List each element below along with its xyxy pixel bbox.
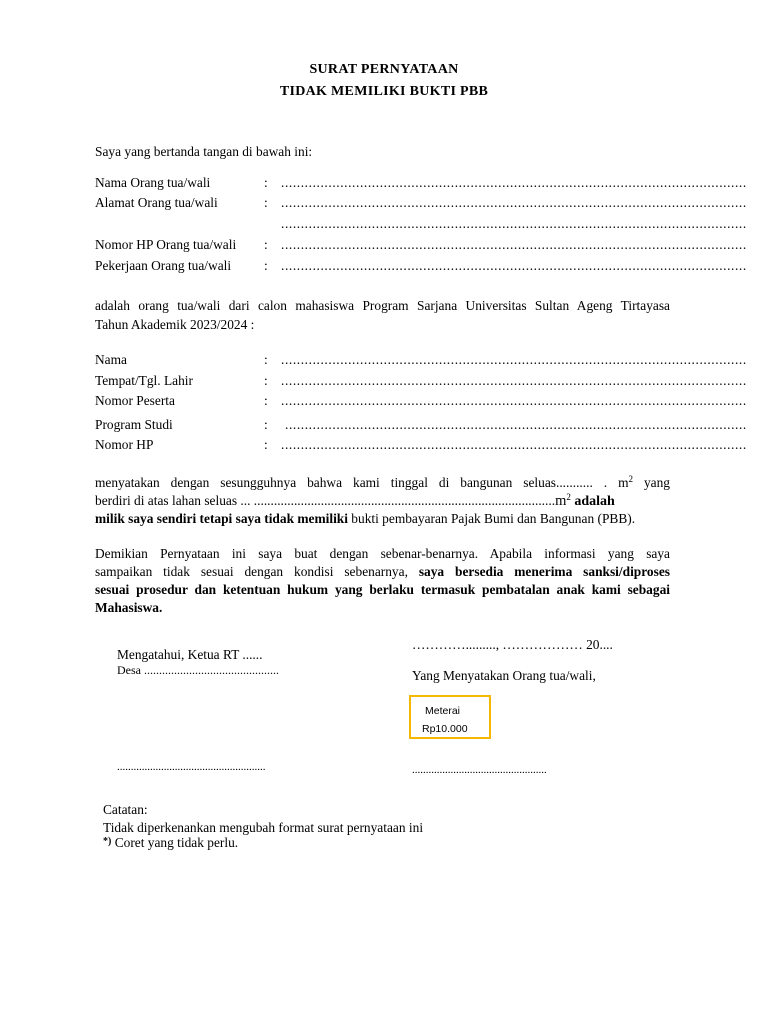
title-line-1: SURAT PERNYATAAN [309, 62, 459, 77]
declarant-signature-line[interactable]: ................................................. [412, 764, 547, 776]
parent-paragraph-line-2: Tahun Akademik 2023/2024 : [95, 317, 255, 332]
notes-text: Coret yang tidak perlu. [111, 835, 239, 850]
place-date-line[interactable]: …………........., ……………… 20.... [412, 637, 613, 652]
field-label: Nomor HP Orang tua/wali [95, 237, 237, 252]
field-colon: : [264, 237, 268, 252]
meterai-stamp-box [409, 695, 491, 739]
superscript: 2 [566, 492, 571, 502]
closing-line-3 [95, 582, 670, 598]
intro-text: Saya yang bertanda tangan di bawah ini: [95, 144, 313, 159]
stamp-value: Rp10.000 [422, 723, 468, 735]
closing-bold: saya bersedia menerima sanksi/diproses [418, 564, 670, 579]
statement-text: berdiri di atas lahan seluas ... .......................................................................................... [95, 493, 556, 508]
field-label: Tempat/Tgl. Lahir [95, 373, 193, 388]
notes-line-1: Tidak diperkenankan mengubah format surat pernyataan ini [103, 820, 424, 835]
field-colon: : [264, 175, 268, 190]
rt-signature-line[interactable]: ...................................................... [117, 761, 266, 773]
field-blank[interactable]: ...................................................................................................................... [281, 437, 747, 452]
field-label: Alamat Orang tua/wali [95, 195, 218, 210]
field-label: Nama Orang tua/wali [95, 175, 211, 190]
stamp-label: Meterai [425, 705, 461, 717]
field-blank[interactable]: ...................................................................................................................... [281, 373, 747, 388]
statement-text: yang [633, 475, 670, 490]
field-colon: : [264, 373, 268, 388]
field-blank[interactable]: ...................................................................................................................... [281, 216, 747, 231]
statement-unit: m [555, 493, 567, 509]
closing-line-2 [95, 564, 670, 580]
field-blank[interactable]: ...................................................................................................................... [281, 258, 747, 273]
closing-bold: Mahasiswa. [95, 600, 163, 615]
field-blank[interactable]: ..................................................................................................................... [285, 417, 747, 432]
village-label: Desa ............................................. [117, 663, 279, 677]
field-label: Program Studi [95, 417, 173, 432]
statement-text: menyatakan dengan sesungguhnya bahwa kami tinggal di bangunan seluas........... . m [95, 475, 629, 490]
statement-line-2 [95, 492, 615, 510]
superscript: 2 [628, 474, 633, 484]
field-label: Pekerjaan Orang tua/wali [95, 258, 232, 273]
field-label: Nomor Peserta [95, 393, 175, 408]
statement-text: bukti pembayaran Pajak Bumi dan Bangunan (PBB). [347, 511, 636, 526]
field-blank[interactable]: ...................................................................................................................... [281, 175, 747, 190]
field-colon: : [264, 195, 268, 210]
closing-line-4 [95, 600, 162, 616]
field-label: Nomor HP [95, 437, 154, 452]
field-colon: : [264, 437, 268, 452]
field-colon: : [264, 417, 268, 432]
field-blank[interactable]: ...................................................................................................................... [281, 195, 747, 210]
field-blank[interactable]: ...................................................................................................................... [281, 352, 747, 367]
field-blank[interactable]: ...................................................................................................................... [281, 237, 747, 252]
statement-line-3 [95, 511, 635, 527]
rt-acknowledge-label: Mengatahui, Ketua RT ...... [117, 647, 263, 662]
notes-line-2 [103, 835, 238, 851]
field-colon: : [264, 352, 268, 367]
parent-paragraph-line-1: adalah orang tua/wali dari calon mahasiswa Program Sarjana Universitas Sultan Ageng Tirtayasa [95, 298, 670, 313]
statement-bold: adalah [570, 494, 615, 509]
statement-line-1 [95, 474, 670, 491]
field-blank[interactable]: ...................................................................................................................... [281, 393, 747, 408]
title-line-2: TIDAK MEMILIKI BUKTI PBB [279, 84, 489, 99]
field-colon: : [264, 258, 268, 273]
statement-bold: milik saya sendiri tetapi saya tidak memiliki [95, 511, 348, 526]
field-colon: : [264, 393, 268, 408]
closing-bold: sesuai prosedur dan ketentuan hukum yang berlaku termasuk pembatalan anak kami sebagai [95, 582, 670, 597]
closing-line-1: Demikian Pernyataan ini saya buat dengan sebenar-benarnya. Apabila informasi yang saya [95, 546, 670, 561]
closing-text: sampaikan tidak sesuai dengan kondisi sebenarnya, [95, 564, 419, 579]
declarant-label: Yang Menyatakan Orang tua/wali, [412, 668, 596, 683]
field-label: Nama [95, 352, 127, 367]
asterisk-mark: *) [103, 836, 112, 847]
notes-heading: Catatan: [103, 802, 148, 817]
